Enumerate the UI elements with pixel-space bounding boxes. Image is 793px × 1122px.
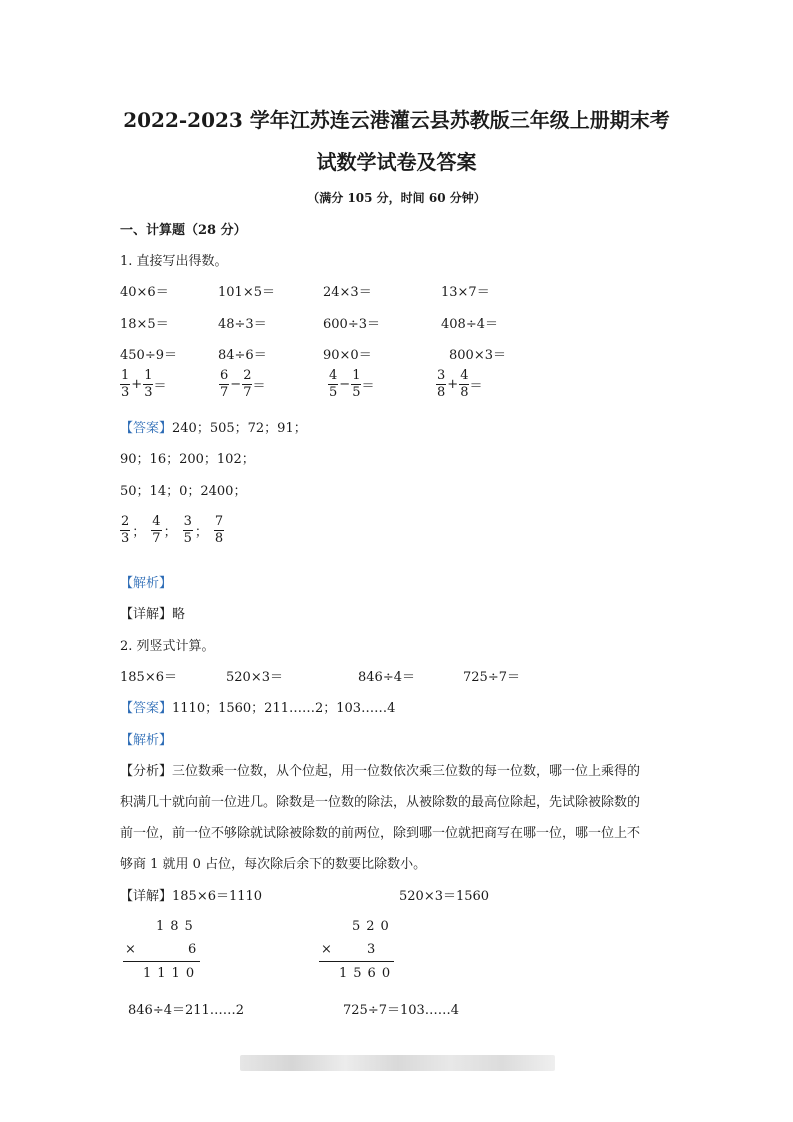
- answer-text: 240；505；72；91；: [172, 421, 307, 436]
- denominator: 8: [437, 385, 446, 400]
- q1-answer-line: 90；16；200；102；: [120, 452, 255, 467]
- denominator: 5: [352, 385, 361, 400]
- q2-item: 520×3＝: [226, 670, 283, 685]
- answer-fraction: [214, 514, 224, 547]
- q1-answer-fractions: [120, 514, 224, 547]
- answer-tag: 【答案】: [120, 701, 173, 716]
- equals-sign: ＝: [361, 379, 375, 394]
- separator: ；: [194, 525, 208, 540]
- vertical-calc-1-rule: [123, 961, 200, 962]
- analysis-paragraph-line: 够商 1 就用 0 占位，每次除后余下的数要比除数小。: [120, 857, 427, 872]
- numerator: 6: [220, 368, 229, 383]
- division-result-2: 725÷7＝103……4: [343, 1003, 460, 1018]
- denominator: 8: [214, 531, 224, 546]
- denominator: 3: [121, 385, 130, 400]
- vertical-calc-1-sign: ×: [125, 942, 136, 957]
- numerator: 1: [121, 368, 130, 383]
- q1-item: 450÷9＝: [120, 348, 177, 363]
- operator: +: [447, 377, 459, 392]
- separator: ；: [163, 525, 177, 540]
- vertical-calc-1-result: 1110: [143, 966, 201, 981]
- equals-sign: ＝: [252, 379, 266, 394]
- operator: −: [230, 377, 242, 392]
- blurred-footer-watermark: [240, 1055, 555, 1071]
- q1-detail: 【详解】略: [120, 607, 186, 622]
- equals-sign: ＝: [469, 379, 483, 394]
- fraction: [120, 368, 130, 401]
- q1-item: 84÷6＝: [218, 348, 267, 363]
- q1-item: 408÷4＝: [441, 317, 498, 332]
- title-line-1: 2022-2023 学年江苏连云港灌云县苏教版三年级上册期末考: [123, 108, 670, 132]
- fraction-problem: [219, 368, 265, 401]
- fraction: [459, 368, 469, 401]
- numerator: 3: [437, 368, 446, 383]
- fraction-problem: [436, 368, 482, 401]
- denominator: 8: [460, 385, 469, 400]
- q1-item: 101×5＝: [218, 285, 275, 300]
- denominator: 3: [144, 385, 153, 400]
- vertical-calc-1-top: 185: [156, 919, 199, 934]
- q1-item: 18×5＝: [120, 317, 169, 332]
- vertical-calc-2-rule: [319, 961, 394, 962]
- numerator: 4: [152, 514, 161, 529]
- q1-item: 800×3＝: [449, 348, 506, 363]
- fraction-problem: [120, 368, 166, 401]
- q2-item: 185×6＝: [120, 670, 177, 685]
- numerator: 2: [121, 514, 130, 529]
- numerator: 4: [329, 368, 338, 383]
- q2-detail-line: [120, 885, 262, 904]
- fraction: [219, 368, 229, 401]
- q1-answer-line: [120, 417, 307, 436]
- q1-analysis-tag: 【解析】: [120, 576, 173, 591]
- fraction: [242, 368, 252, 401]
- analysis-paragraph-line: 积满几十就向前一位进几。除数是一位数的除法，从被除数的最高位除起，先试除被除数的: [120, 795, 641, 810]
- fraction-problem: [328, 368, 374, 401]
- q1-answer-line: 50；14；0；2400；: [120, 484, 247, 499]
- numerator: 2: [243, 368, 252, 383]
- vertical-calc-2-top: 520: [352, 919, 395, 934]
- denominator: 3: [121, 531, 130, 546]
- vertical-calc-2-sign: ×: [321, 942, 332, 957]
- section-heading: 一、计算题（28 分）: [120, 223, 247, 238]
- numerator: 7: [214, 514, 224, 529]
- answer-fraction: [183, 514, 193, 547]
- numerator: 1: [352, 368, 361, 383]
- separator: ；: [132, 525, 146, 540]
- question-1-label: 1. 直接写出得数。: [120, 254, 228, 269]
- subtitle: （满分 105 分，时间 60 分钟）: [307, 191, 486, 205]
- q2-answer-line: [120, 697, 395, 716]
- denominator: 7: [152, 531, 161, 546]
- q1-item: 13×7＝: [441, 285, 490, 300]
- denominator: 5: [329, 385, 338, 400]
- numerator: 3: [183, 514, 192, 529]
- fraction: [328, 368, 338, 401]
- q1-item: 24×3＝: [323, 285, 372, 300]
- fraction: [351, 368, 361, 401]
- fraction: [143, 368, 153, 401]
- question-2-label: 2. 列竖式计算。: [120, 639, 215, 654]
- q1-item: 600÷3＝: [323, 317, 380, 332]
- answer-tag: 【答案】: [120, 421, 173, 436]
- analysis-paragraph-line: 前一位，前一位不够除就试除被除数的前两位，除到哪一位就把商写在哪一位，哪一位上不: [120, 826, 641, 841]
- division-result-1: 846÷4＝211……2: [128, 1003, 245, 1018]
- denominator: 7: [220, 385, 229, 400]
- operator: +: [131, 377, 143, 392]
- answer-fraction: [120, 514, 130, 547]
- vertical-calc-2-result: 1560: [339, 966, 397, 981]
- q2-item: 725÷7＝: [463, 670, 520, 685]
- vertical-calc-2-multiplier: 3: [367, 942, 376, 957]
- title-line-2: 试数学试卷及答案: [316, 150, 477, 174]
- q2-detail-second: 520×3＝1560: [399, 889, 490, 904]
- denominator: 5: [183, 531, 192, 546]
- q1-item: 90×0＝: [323, 348, 372, 363]
- analysis-paragraph-line: 【分析】三位数乘一位数，从个位起，用一位数依次乘三位数的每一位数，哪一位上乘得的: [120, 764, 641, 779]
- q1-item: 48÷3＝: [218, 317, 267, 332]
- detail-tag: 【详解】: [120, 889, 173, 904]
- answer-text: 1110；1560；211……2；103……4: [172, 701, 396, 716]
- equals-sign: ＝: [153, 379, 167, 394]
- q2-item: 846÷4＝: [358, 670, 415, 685]
- answer-fraction: [151, 514, 161, 547]
- q2-analysis-tag: 【解析】: [120, 733, 173, 748]
- vertical-calc-1-multiplier: 6: [188, 942, 197, 957]
- detail-text: 185×6＝1110: [172, 889, 263, 904]
- numerator: 4: [460, 368, 469, 383]
- q1-item: 40×6＝: [120, 285, 169, 300]
- fraction: [436, 368, 446, 401]
- numerator: 1: [144, 368, 153, 383]
- operator: −: [339, 377, 351, 392]
- denominator: 7: [243, 385, 252, 400]
